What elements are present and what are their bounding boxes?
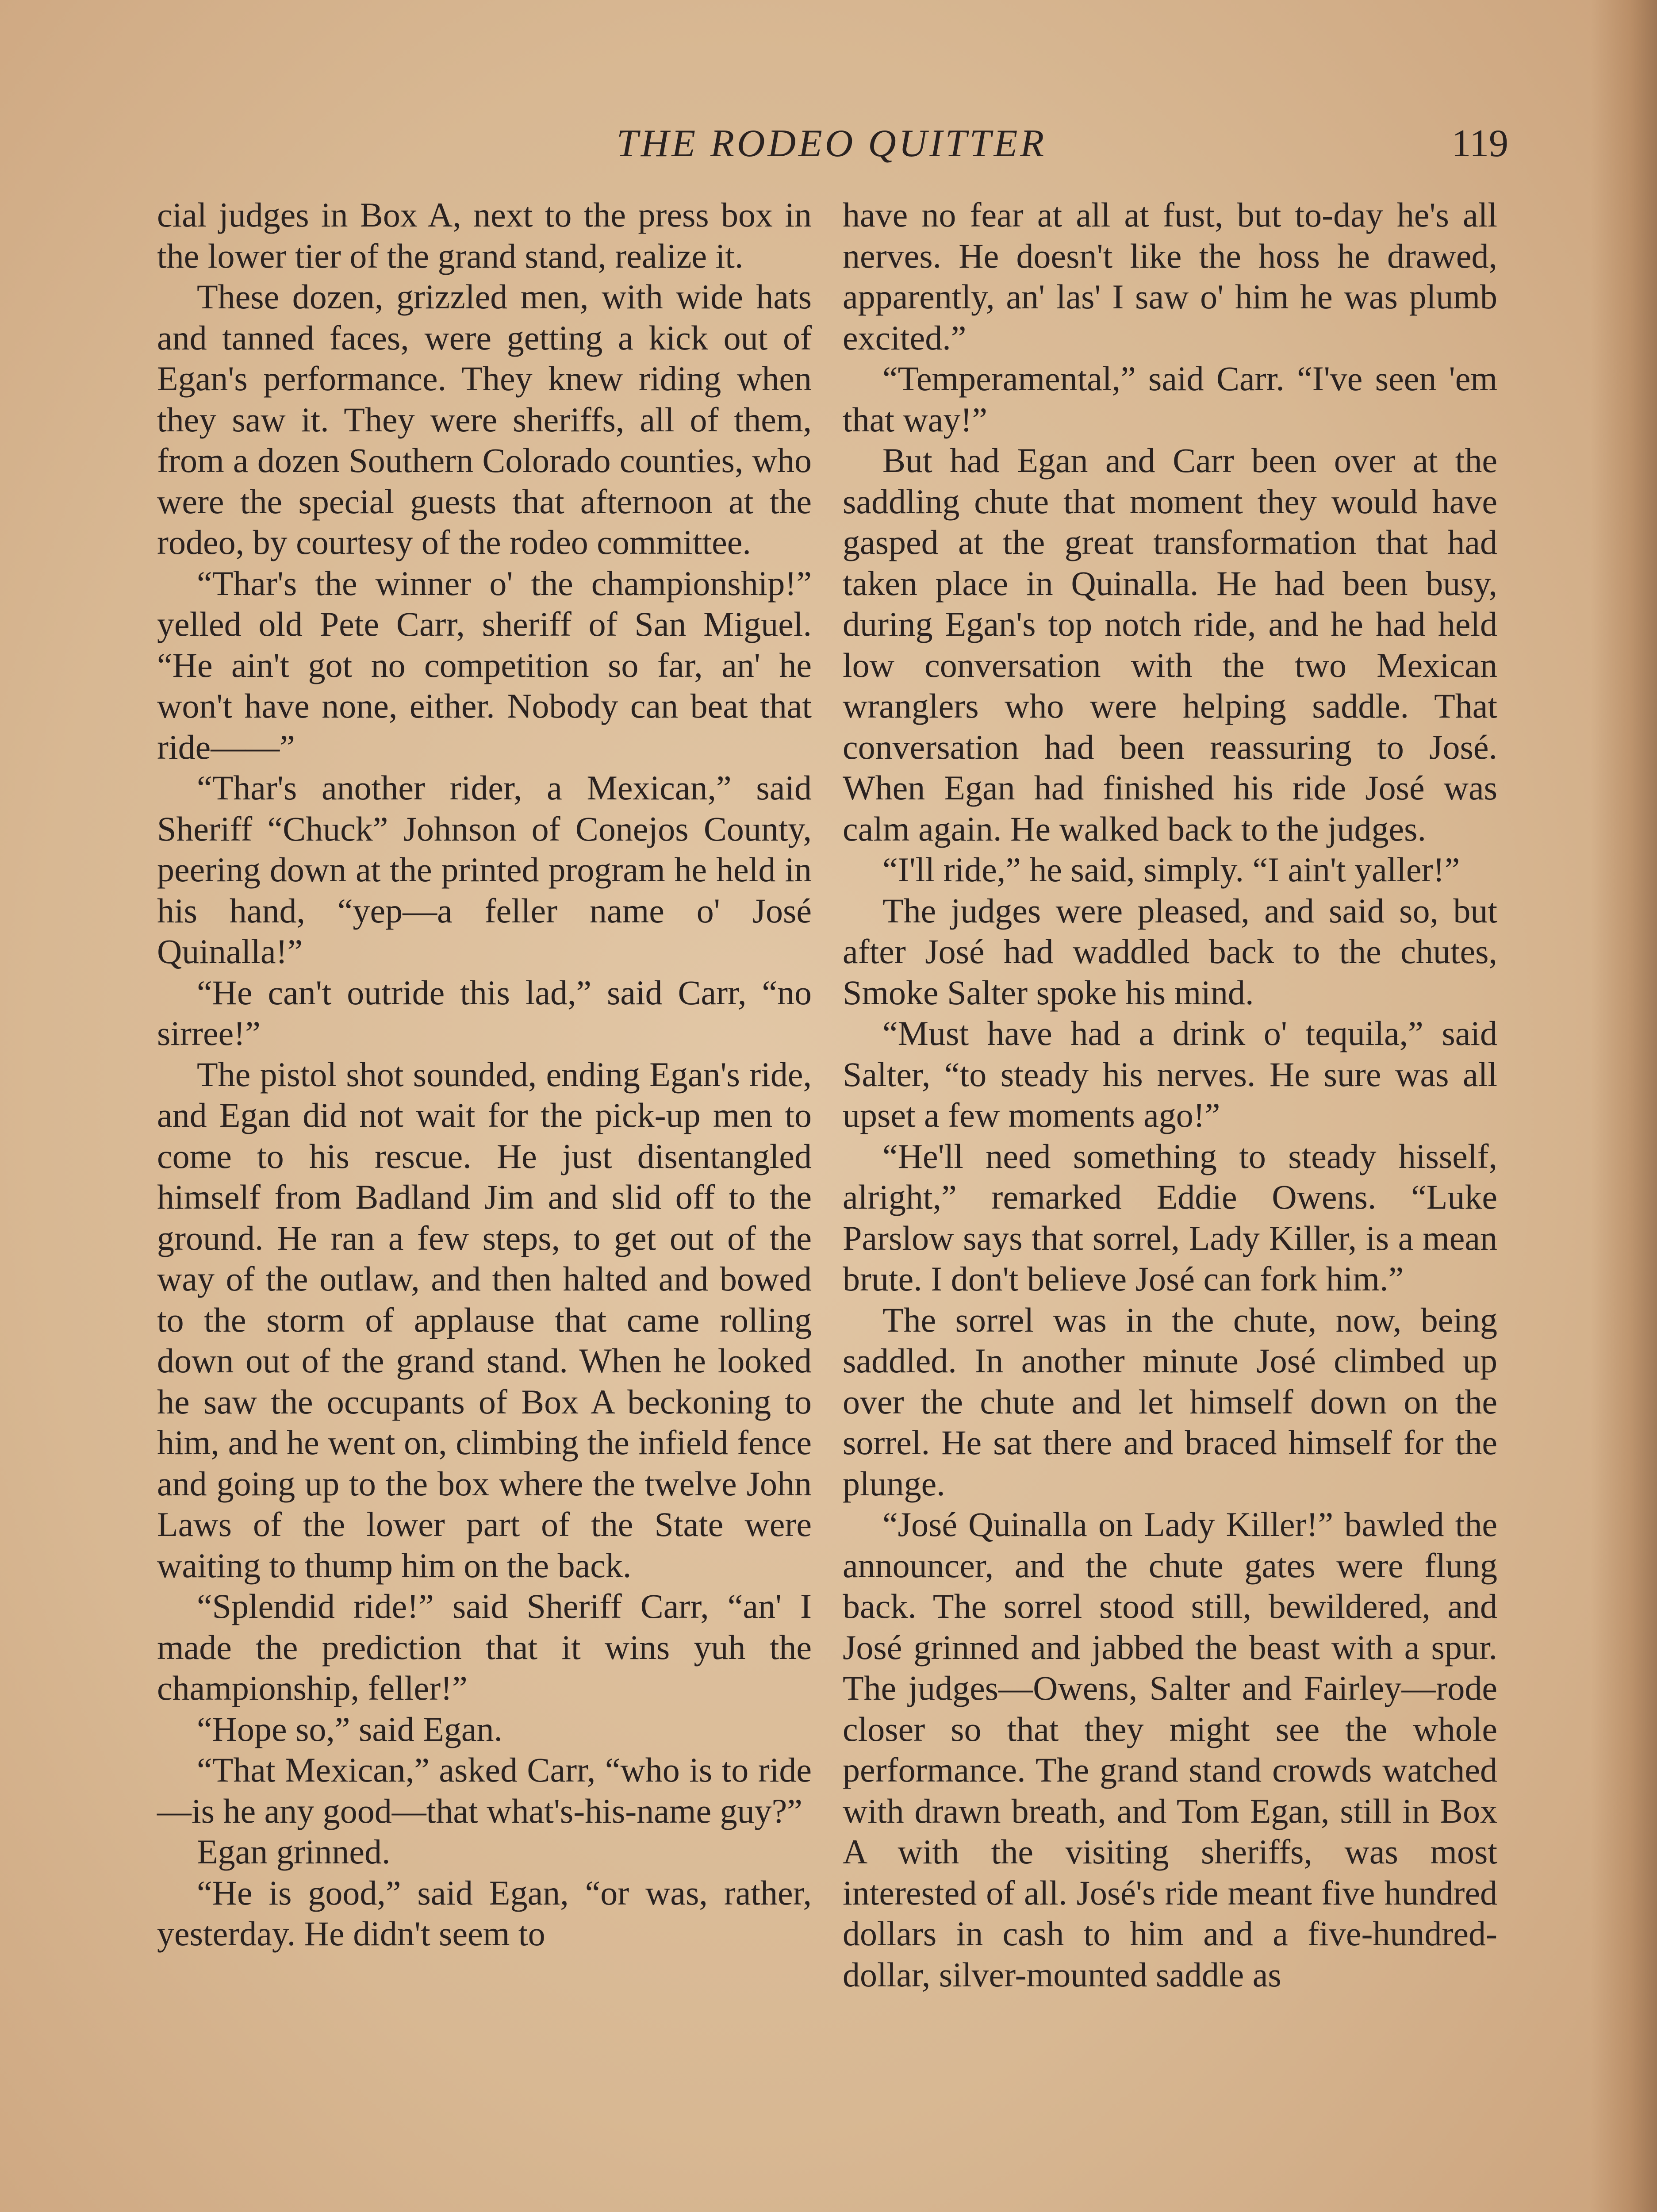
paragraph: These dozen, grizzled men, with wide hats and tanned faces, were getting a kick out of Egan's performance. They knew riding when they saw it. They were sheriffs, all of them, from a dozen Southern Colorado counties, who were the special guests that afternoon at the rodeo, by courtesy of the rodeo committee. xyxy=(157,277,812,561)
paragraph: The sorrel was in the chute, now, being saddled. In another minute José climbed up over the chute and let himself down on the sorrel. He sat there and braced himself for the plunge. xyxy=(843,1300,1497,1503)
paragraph: The pistol shot sounded, ending Egan's ride, and Egan did not wait for the pick-up men to come to his rescue. He just disentangled himself from Badland Jim and slid off to the ground. He ran a few steps, to get out of the way of the outlaw, and then halted and bowed to the storm of applause that came rolling down out of the grand stand. When he looked he saw the occupants of Box A beckoning to him, and he went on, climbing the infield fence and going up to the box where the twelve John Laws of the lower part of the State were waiting to thump him on the back. xyxy=(157,1055,812,1585)
paragraph: “Thar's another rider, a Mexican,” said Sheriff “Chuck” Johnson of Conejos County, peering down at the printed program he held in his hand, “yep—a feller name o' José Quinalla!” xyxy=(157,768,812,971)
right-column xyxy=(843,195,1497,1995)
paragraph: “Hope so,” said Egan. xyxy=(197,1709,502,1748)
left-column xyxy=(157,195,812,1955)
paragraph: “He can't outride this lad,” said Carr, “no sirree!” xyxy=(157,973,812,1052)
paragraph: “Thar's the winner o' the championship!” yelled old Pete Carr, sheriff of San Miguel. “He ain't got no competition so far, an' he won't have none, either. Nobody can beat that ride——” xyxy=(157,564,812,766)
paragraph: “He is good,” said Egan, “or was, rather, yesterday. He didn't seem to xyxy=(157,1873,812,1953)
page-edge-shadow xyxy=(1591,0,1657,2212)
paragraph: have no fear at all at fust, but to-day he's all nerves. He doesn't like the hoss he drawed, apparently, an' las' I saw o' him he was plumb excited.” xyxy=(843,196,1497,357)
paragraph: cial judges in Box A, next to the press box in the lower tier of the grand stand, realize it. xyxy=(157,196,812,275)
paragraph: Egan grinned. xyxy=(197,1832,391,1871)
paragraph: “That Mexican,” asked Carr, “who is to ride—is he any good—that what's-his-name guy?” xyxy=(157,1751,812,1830)
paragraph: “Splendid ride!” said Sheriff Carr, “an' I made the prediction that it wins yuh the championship, feller!” xyxy=(157,1587,812,1707)
running-title: THE RODEO QUITTER xyxy=(616,122,1047,165)
page-number: 119 xyxy=(1451,122,1508,165)
running-head xyxy=(146,119,1517,173)
paragraph: “José Quinalla on Lady Killer!” bawled the announcer, and the chute gates were flung back. The sorrel stood still, bewildered, and José grinned and jabbed the beast with a spur. The judges—Owens, Salter and Fairley—rode closer so that they might see the whole performance. The grand stand crowds watched with drawn breath, and Tom Egan, still in Box A with the visiting sheriffs, was most interested of all. José's ride meant five hundred dollars in cash to him and a five-hundred-dollar, silver-mounted saddle as xyxy=(843,1505,1497,1994)
paragraph: “Must have had a drink o' tequila,” said Salter, “to steady his nerves. He sure was all upset a few moments ago!” xyxy=(843,1014,1497,1134)
paragraph: “He'll need something to steady hisself, alright,” remarked Eddie Owens. “Luke Parslow says that sorrel, Lady Killer, is a mean brute. I don't believe José can fork him.” xyxy=(843,1137,1497,1298)
paragraph: “Temperamental,” said Carr. “I've seen 'em that way!” xyxy=(843,359,1497,439)
paragraph: “I'll ride,” he said, simply. “I ain't yaller!” xyxy=(882,850,1460,889)
paragraph: But had Egan and Carr been over at the saddling chute that moment they would have gasped at the great transformation that had taken place in Quinalla. He had been busy, during Egan's top notch ride, and he had held low conversation with the two Mexican wranglers who were helping saddle. That conversation had been reassuring to José. When Egan had finished his ride José was calm again. He walked back to the judges. xyxy=(843,441,1497,848)
paragraph: The judges were pleased, and said so, but after José had waddled back to the chutes, Smoke Salter spoke his mind. xyxy=(843,891,1497,1012)
